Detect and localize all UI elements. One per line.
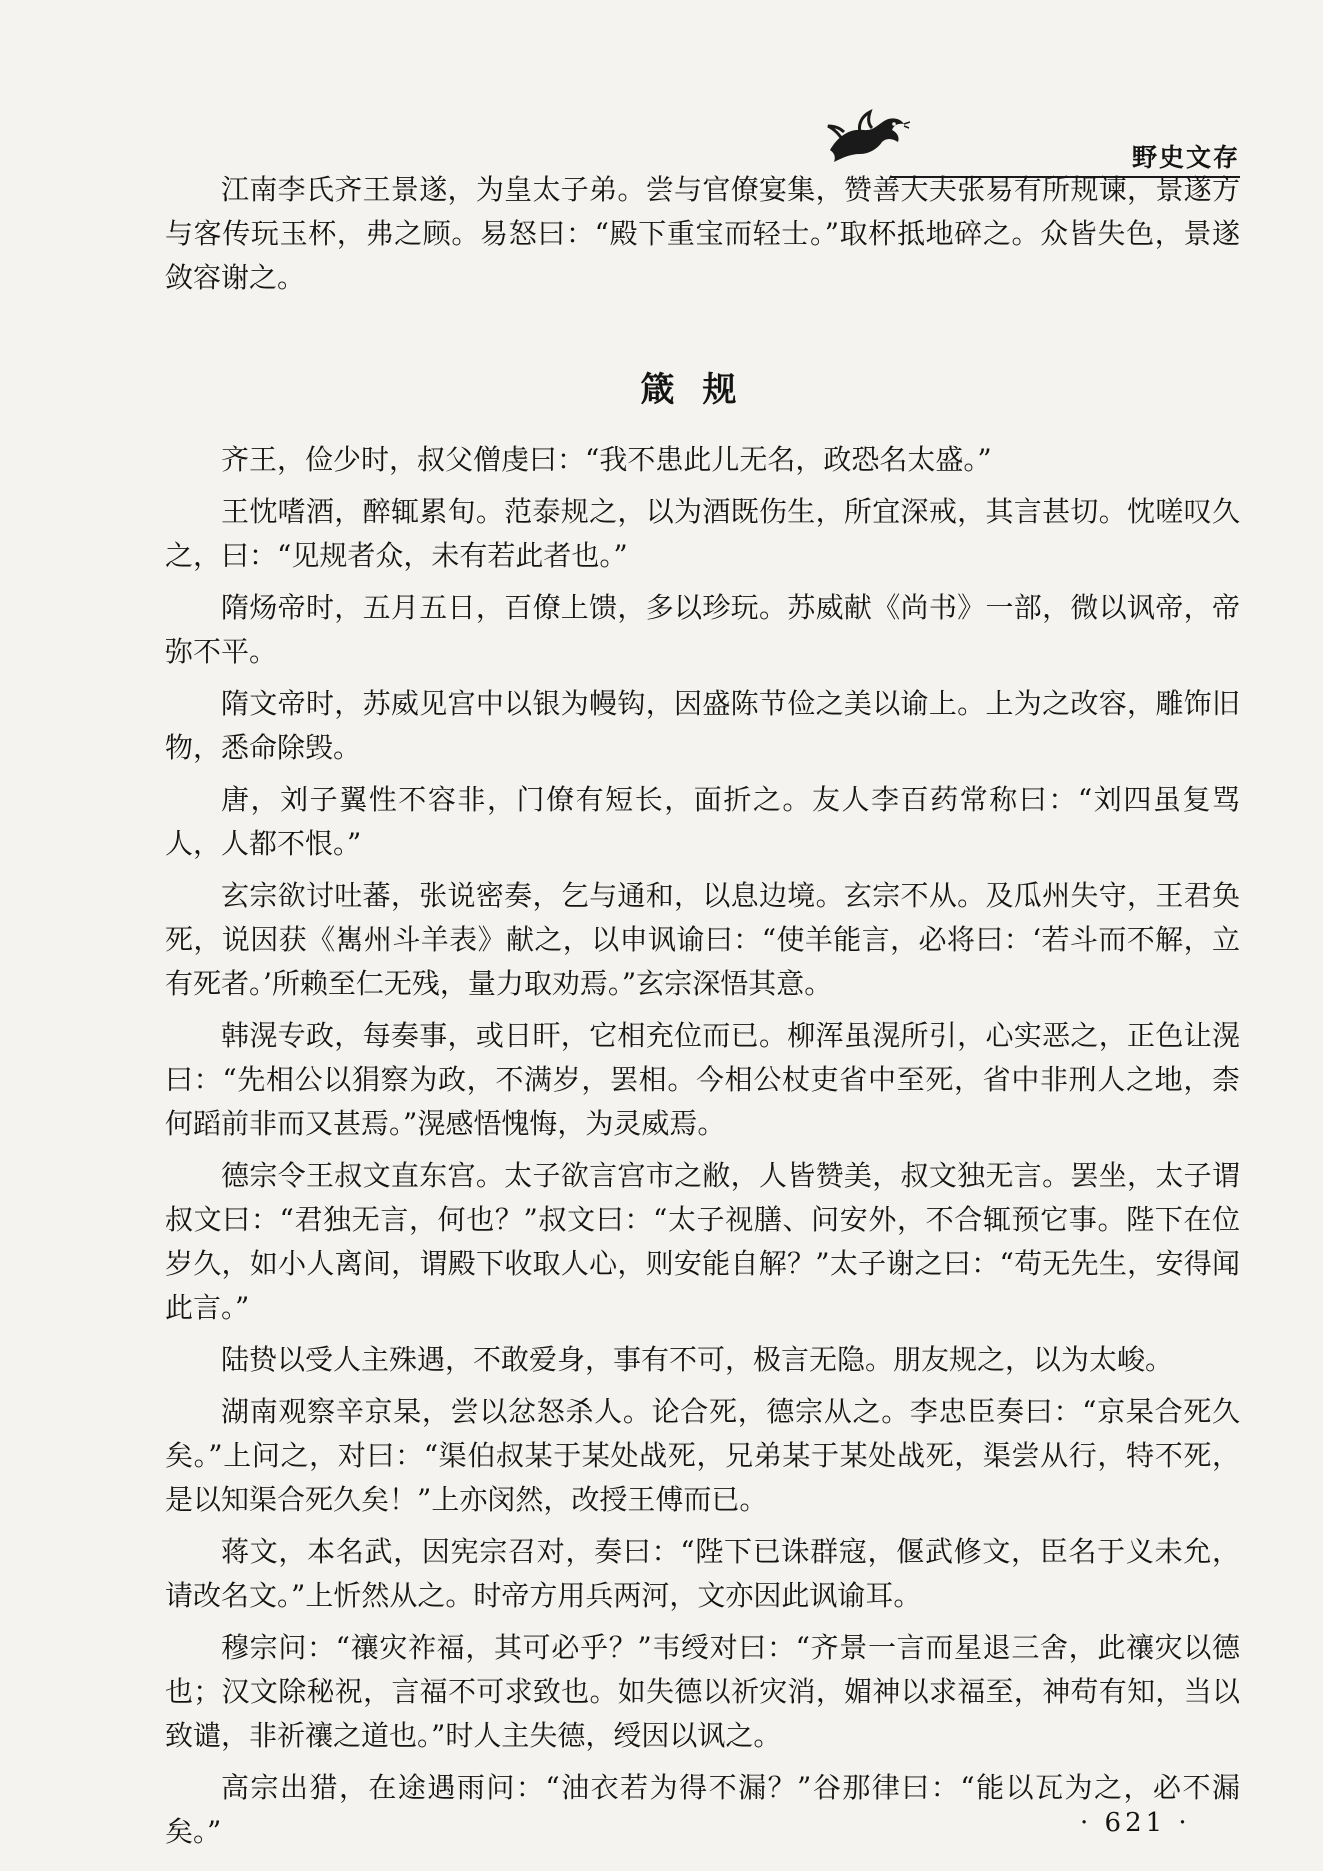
story-paragraph: 德宗令王叔文直东宫。太子欲言宫市之敝，人皆赞美，叔文独无言。罢坐，太子谓叔文曰：“君独无言，何也？”叔文曰：“太子视膳、问安外，不合辄预它事。陛下在位岁久，如小人离间，谓殿下收取人心，则安能自解？”太子谢之曰：“苟无先生，安得闻此言。” — [165, 1159, 1240, 1324]
story-paragraph: 玄宗欲讨吐蕃，张说密奏，乞与通和，以息边境。玄宗不从。及瓜州失守，王君奂死，说因获《嶲州斗羊表》献之，以申讽谕曰：“使羊能言，必将曰：‘若斗而不解，立有死者。’所赖至仁无残，量力取劝焉。”玄宗深悟其意。 — [165, 879, 1240, 1000]
section-title: 箴规 — [640, 370, 765, 410]
story-paragraph: 王忱嗜酒，醉辄累旬。范泰规之，以为酒既伤生，所宜深戒，其言甚切。忱嗟叹久之，曰：“见规者众，未有若此者也。” — [165, 495, 1240, 572]
story-paragraph: 穆宗问：“禳灾祚福，其可必乎？”韦绶对曰：“齐景一言而星退三舍，此禳灾以德也；汉文除秘祝，言福不可求致也。如失德以祈灾消，媚神以求福至，神苟有知，当以致谴，非祈禳之道也。”时人主失德，绶因以讽之。 — [165, 1631, 1240, 1752]
story-paragraph: 隋文帝时，苏威见宫中以银为幔钩，因盛陈节俭之美以谕上。上为之改容，雕饰旧物，悉命除毁。 — [165, 687, 1240, 764]
dragon-icon — [820, 106, 910, 166]
intro-paragraph: 江南李氏齐王景遂，为皇太子弟。尝与官僚宴集，赞善大夫张易有所规谏，景遂方与客传玩玉杯，弗之顾。易怒曰：“殿下重宝而轻士。”取杯抵地碎之。众皆失色，景遂敛容谢之。 — [165, 173, 1240, 294]
story-paragraph: 韩滉专政，每奏事，或日旰，它相充位而已。柳浑虽滉所引，心实恶之，正色让滉曰：“先相公以狷察为政，不满岁，罢相。今相公杖吏省中至死，省中非刑人之地，柰何蹈前非而又甚焉。”滉感悟愧悔，为灵威焉。 — [165, 1019, 1240, 1140]
story-paragraph: 齐王，俭少时，叔父僧虔曰：“我不患此儿无名，政恐名太盛。” — [221, 443, 992, 476]
story-paragraph: 唐，刘子翼性不容非，门僚有短长，面折之。友人李百药常称曰：“刘四虽复骂人，人都不恨。” — [165, 783, 1240, 860]
series-title: 野史文存 — [1131, 143, 1240, 172]
story-paragraph: 湖南观察辛京杲，尝以忿怒杀人。论合死，德宗从之。李忠臣奏曰：“京杲合死久矣。”上问之，对曰：“渠伯叔某于某处战死，兄弟某于某处战死，渠尝从行，特不死，是以知渠合死久矣！”上亦闵然，改授王傅而已。 — [165, 1395, 1240, 1516]
story-paragraph: 隋炀帝时，五月五日，百僚上馈，多以珍玩。苏威献《尚书》一部，微以讽帝，帝弥不平。 — [165, 591, 1240, 668]
story-list — [165, 438, 1240, 1854]
story-paragraph: 陆贽以受人主殊遇，不敢爱身，事有不可，极言无隐。朋友规之，以为太峻。 — [221, 1343, 1174, 1376]
page-number: · 621 · — [1080, 1808, 1191, 1838]
page-content — [165, 168, 1240, 1862]
story-paragraph: 高宗出猎，在途遇雨问：“油衣若为得不漏？”谷那律曰：“能以瓦为之，必不漏矣。” — [165, 1771, 1240, 1848]
story-paragraph: 蒋文，本名武，因宪宗召对，奏曰：“陛下已诛群寇，偃武修文，臣名于义未允，请改名文。”上忻然从之。时帝方用兵两河，文亦因此讽谕耳。 — [165, 1535, 1240, 1612]
